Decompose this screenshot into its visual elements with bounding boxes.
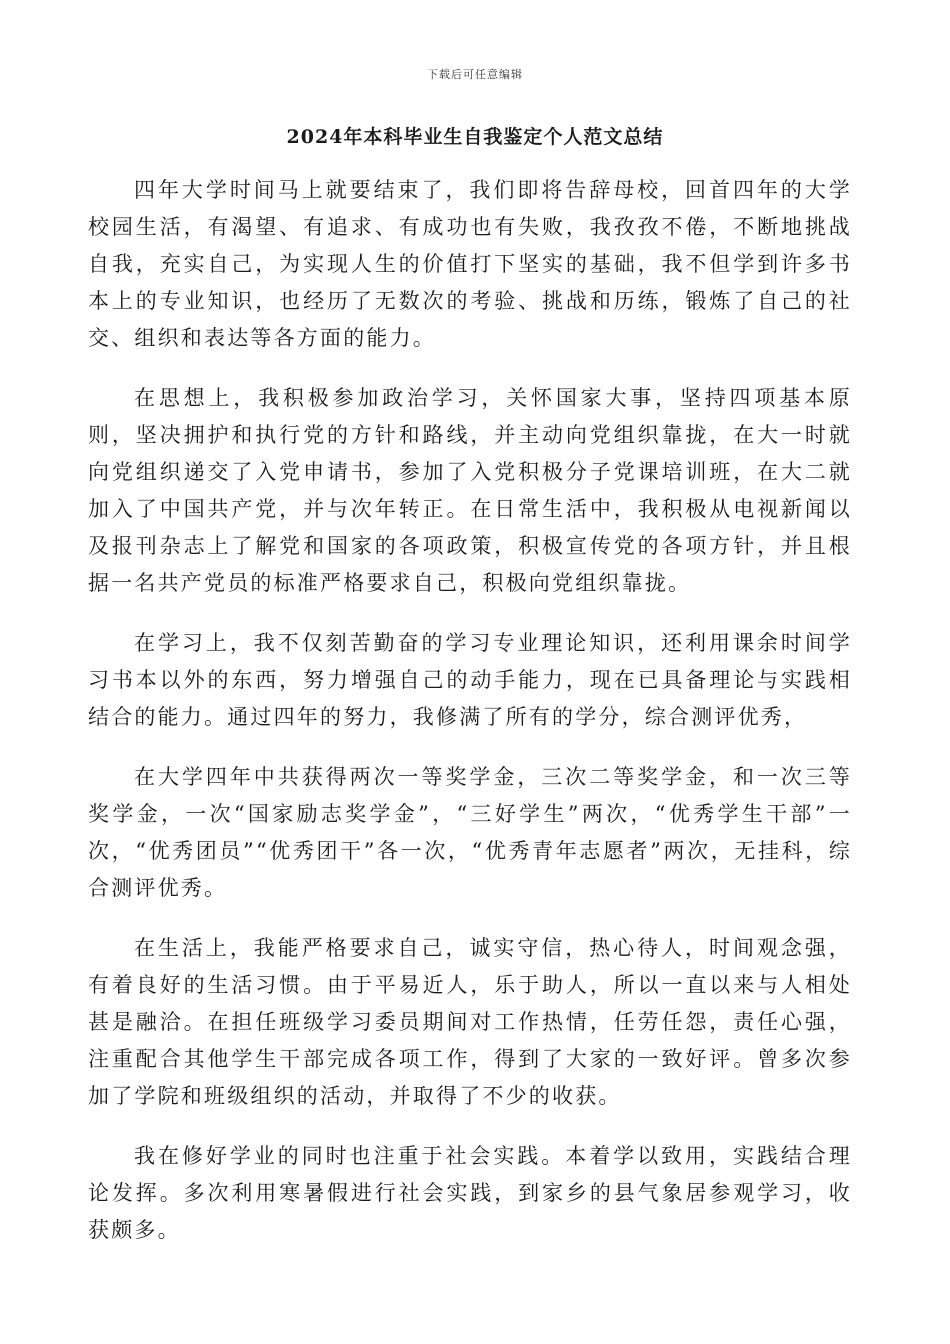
document-body <box>88 172 852 1272</box>
header-note: 下载后可任意编辑 <box>427 68 523 81</box>
paragraph-life: 在生活上，我能严格要求自己，诚实守信，热心待人，时间观念强，有着良好的生活习惯。由于平易近人，乐于助人，所以一直以来与人相处甚是融洽。在担任班级学习委员期间对工作热情，任劳任怨，责任心强，注重配合其他学生干部完成各项工作，得到了大家的一致好评。曾多次参加了学院和班级组织的活动，并取得了不少的收获。 <box>88 936 852 1108</box>
paragraph-practice: 我在修好学业的同时也注重于社会实践。本着学以致用，实践结合理论发挥。多次利用寒暑假进行社会实践，到家乡的县气象居参观学习，收获颇多。 <box>88 1144 852 1242</box>
paragraph-intro: 四年大学时间马上就要结束了，我们即将告辞母校，回首四年的大学校园生活，有渴望、有追求、有成功也有失败，我孜孜不倦，不断地挑战自我，充实自己，为实现人生的价值打下坚实的基础，我不但学到许多书本上的专业知识，也经历了无数次的考验、挑战和历练，锻炼了自己的社交、组织和表达等各方面的能力。 <box>88 178 852 350</box>
paragraph-study: 在学习上，我不仅刻苦勤奋的学习专业理论知识，还利用课余时间学习书本以外的东西，努力增强自己的动手能力，现在已具备理论与实践相结合的能力。通过四年的努力，我修满了所有的学分，综合测评优秀， <box>88 631 852 729</box>
paragraph-awards: 在大学四年中共获得两次一等奖学金，三次二等奖学金，和一次三等奖学金，一次“国家励志奖学金”，“三好学生”两次，“优秀学生干部”一次，“优秀团员”“优秀团干”各一次，“优秀青年志愿者”两次，无挂科，综合测评优秀。 <box>88 765 852 900</box>
document-title: 2024年本科毕业生自我鉴定个人范文总结 <box>286 126 664 148</box>
paragraph-ideology: 在思想上，我积极参加政治学习，关怀国家大事，坚持四项基本原则，坚决拥护和执行党的方针和路线，并主动向党组织靠拢，在大一时就向党组织递交了入党申请书，参加了入党积极分子党课培训班，在大二就加入了中国共产党，并与次年转正。在日常生活中，我积极从电视新闻以及报刊杂志上了解党和国家的各项政策，积极宣传党的各项方针，并且根据一名共产党员的标准严格要求自己，积极向党组织靠拢。 <box>88 386 852 595</box>
